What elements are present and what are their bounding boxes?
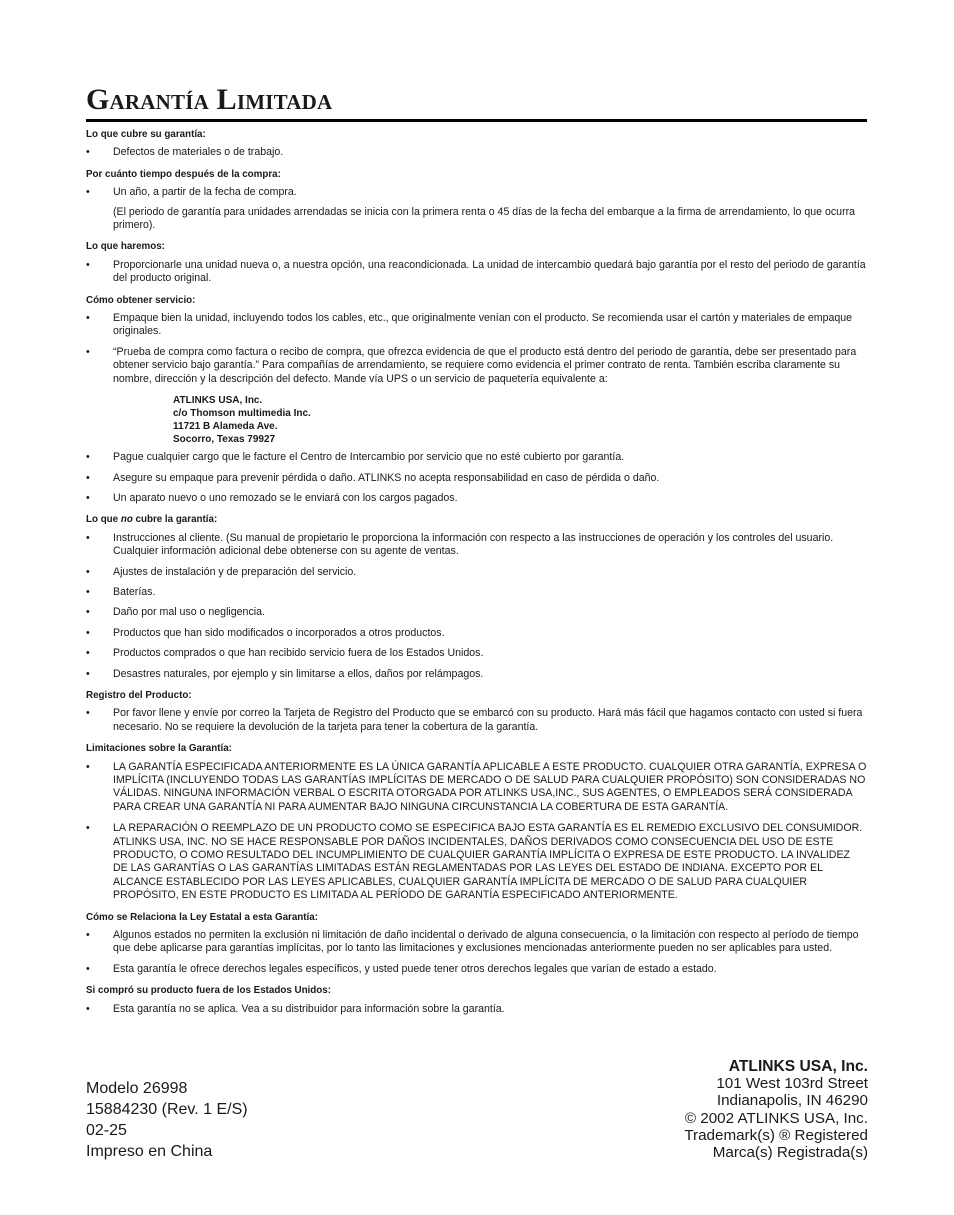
list-item: • LA GARANTÍA ESPECIFICADA ANTERIORMENTE ES LA ÚNICA GARANTÍA APLICABLE A ESTE PRODUCTO. CUALQUIER OTRA GARANTÍA, EXPRESA O IMPLÍCITA (INCLUYENDO TODAS LAS GARANTÍAS IMPLÍCITAS DE MERCADO O DE SALUD PARA CUALQUIER PROPÓSITO) SON CONSIDERADAS NO VÁLIDAS. NINGUNA INFORMACIÓN VERBAL O ESCRITA OTORGADA POR ATLINKS USA,INC., SUS AGENTES, O EMPLEADOS SERÁ CONSIDERADA PARA CREAR UNA GARANTÍA NI PARA AUMENTAR BAJO NINGUNA CIRCUNSTANCIA LA COBERTURA DE ESTA GARANTÍA. xyxy=(86,760,867,813)
bullet-icon: • xyxy=(86,258,90,271)
section-state-law xyxy=(86,909,867,977)
list-item: • Por favor llene y envíe por correo la Tarjeta de Registro del Producto que se embarcó con su producto. Hará más fácil que hagamos contacto con usted si fuera necesario. No se requiere la devolución de la tarjeta para tener la cobertura de la garantía. xyxy=(86,707,863,733)
company-name: ATLINKS USA, Inc. xyxy=(728,1058,868,1075)
printed-in: Impreso en China xyxy=(86,1143,213,1160)
company-address-line: Indianapolis, IN 46290 xyxy=(716,1092,868,1110)
bullet-icon: • xyxy=(86,667,90,680)
section-registration xyxy=(86,687,867,734)
section-heading: Lo que no cubre la garantía: xyxy=(86,514,218,526)
section-duration xyxy=(86,166,867,233)
section-outside-us xyxy=(86,982,867,1016)
bullet-icon: • xyxy=(86,585,90,598)
list-item: • Ajustes de instalación y de preparación del servicio. xyxy=(86,565,357,578)
bullet-icon: • xyxy=(86,626,90,639)
bullet-icon: • xyxy=(86,962,90,975)
lease-note: (El periodo de garantía para unidades arrendadas se inicia con la primera renta o 45 días de la fecha del embarque a la firma de arrendamiento, lo que ocurra primero). xyxy=(113,205,856,232)
section-heading: Cómo obtener servicio: xyxy=(86,294,196,306)
bullet-icon: • xyxy=(86,451,90,464)
section-heading: Si compró su producto fuera de los Estados Unidos: xyxy=(86,985,331,997)
section-heading: Cómo se Relaciona la Ley Estatal a esta Garantía: xyxy=(86,911,318,923)
list-item: • Asegure su empaque para prevenir pérdida o daño. ATLINKS no acepta responsabilidad en caso de pérdida o daño. xyxy=(86,471,660,484)
shipping-address: ATLINKS USA, Inc. c/o Thomson multimedia Inc. 11721 B Alameda Ave. Socorro, Texas 79927 xyxy=(173,395,311,446)
bullet-icon: • xyxy=(86,491,90,504)
list-item: • Empaque bien la unidad, incluyendo todos los cables, etc., que originalmente venían con el producto. Se recomienda usar el cartón y materiales de empaque originales. xyxy=(86,312,853,338)
section-heading: Lo que haremos: xyxy=(86,241,165,253)
trademark-line: Trademark(s) ® Registered xyxy=(684,1126,868,1144)
list-item: • Un aparato nuevo o uno remozado se le enviará con los cargos pagados. xyxy=(86,491,458,504)
part-number: 15884230 (Rev. 1 E/S) xyxy=(86,1101,248,1118)
company-address-line: 101 West 103rd Street xyxy=(716,1075,868,1093)
list-item: • Algunos estados no permiten la exclusión ni limitación de daño incidental o derivado de alguna consecuencia, o la limitación con respecto al período de tiempo que debe aplicarse para garantías implícitas, por lo tanto las limitaciones y exclusiones mencionadas anteriormente pueden no ser aplicables para usted. xyxy=(86,929,859,955)
warranty-body xyxy=(86,128,867,1016)
bullet-icon: • xyxy=(86,647,90,660)
bullet-icon: • xyxy=(86,760,90,773)
title-rule xyxy=(86,119,867,122)
bullet-icon: • xyxy=(86,312,90,325)
section-coverage xyxy=(86,128,867,160)
section-heading: Registro del Producto: xyxy=(86,689,192,701)
model-number: Modelo 26998 xyxy=(86,1080,188,1097)
bullet-icon: • xyxy=(86,606,90,619)
bullet-icon: • xyxy=(86,471,90,484)
list-item: • Defectos de materiales o de trabajo. xyxy=(86,146,284,159)
list-item: • LA REPARACIÓN O REEMPLAZO DE UN PRODUCTO COMO SE ESPECIFICA BAJO ESTA GARANTÍA ES EL REMEDIO EXCLUSIVO DEL CONSUMIDOR. ATLINKS USA, INC. NO SE HACE RESPONSABLE POR DAÑOS INCIDENTALES, DAÑOS DERIVADOS COMO CONSECUENCIA DEL USO DE ESTE PRODUCTO, O COMO RESULTADO DEL INCUMPLIMIENTO DE CUALQUIER GARANTÍA IMPLÍCITA O EXPRESA DE ESTE PRODUCTO. LA INVALIDEZ DE LAS GARANTÍAS O LAS GARANTÍAS LIMITADAS ESTÁN REGLAMENTADAS POR LAS LEYES DEL ESTADO DE INDIANA. EXCEPTO POR EL ALCANCE ESTABLECIDO POR LAS LEYES APLICABLES, CUALQUIER GARANTÍA IMPLÍCITA DE MERCADO O DE SALUD PARA CUALQUIER PROPÓSITO, EN ESTE PRODUCTO ES LIMITADA AL PERÍODO DE GARANTÍA ESPECIFICADO ANTERIORMENTE. xyxy=(86,822,863,902)
list-item: • Baterías. xyxy=(86,585,156,598)
section-heading: Lo que cubre su garantía: xyxy=(86,129,206,140)
bullet-icon: • xyxy=(86,929,90,942)
print-date: 02-25 xyxy=(86,1122,127,1139)
list-item: • Esta garantía no se aplica. Vea a su distribuidor para información sobre la garantía. xyxy=(86,1002,505,1015)
section-not-covered xyxy=(86,511,867,681)
list-item: • Desastres naturales, por ejemplo y sin limitarse a ellos, daños por relámpagos. xyxy=(86,667,484,680)
bullet-icon: • xyxy=(86,822,90,835)
section-service xyxy=(86,292,867,506)
bullet-icon: • xyxy=(86,1002,90,1015)
section-what-we-do xyxy=(86,238,867,285)
bullet-icon: • xyxy=(86,146,90,159)
bullet-icon: • xyxy=(86,707,90,720)
list-item: • Un año, a partir de la fecha de compra. xyxy=(86,186,297,199)
list-item: • Daño por mal uso o negligencia. xyxy=(86,606,265,619)
page-title: Garantía Limitada xyxy=(86,83,333,116)
bullet-icon: • xyxy=(86,345,90,358)
section-heading: Por cuánto tiempo después de la compra: xyxy=(86,168,281,180)
list-item: • Productos comprados o que han recibido servicio fuera de los Estados Unidos. xyxy=(86,647,484,660)
bullet-icon: • xyxy=(86,565,90,578)
model-info xyxy=(86,1078,248,1162)
list-item: • Esta garantía le ofrece derechos legales específicos, y usted puede tener otros derechos legales que varían de estado a estado. xyxy=(86,962,717,975)
list-item: • Instrucciones al cliente. (Su manual de propietario le proporciona la información con respecto a las instrucciones de operación y los controles del usuario. Cualquier información adicional debe obtenerse con su agente de ventas. xyxy=(86,531,834,558)
copyright-line: © 2002 ATLINKS USA, Inc. xyxy=(684,1109,868,1127)
bullet-icon: • xyxy=(86,531,90,544)
list-item: • “Prueba de compra como factura o recibo de compra, que ofrezca evidencia de que el producto está dentro del periodo de garantía, debe ser presentado para obtener servicio bajo garantía.” Para compañías de arrendamiento, se requiere como evidencia el primer contrato de renta. También escriba claramente su nombre, dirección y la descripción del defecto. Mande vía UPS o un servicio de paquetería equivalente a: xyxy=(86,345,857,385)
list-item: • Productos que han sido modificados o incorporados a otros productos. xyxy=(86,626,445,639)
bullet-icon: • xyxy=(86,186,90,199)
list-item: • Proporcionarle una unidad nueva o, a nuestra opción, una reacondicionada. La unidad de intercambio quedará bajo garantía por el resto del periodo de garantía del producto original. xyxy=(86,258,866,285)
list-item: • Pague cualquier cargo que le facture el Centro de Intercambio por servicio que no esté cubierto por garantía. xyxy=(86,451,625,464)
company-info xyxy=(684,1058,868,1161)
trademark-line: Marca(s) Registrada(s) xyxy=(712,1144,868,1162)
section-heading: Limitaciones sobre la Garantía: xyxy=(86,743,232,755)
section-limitations xyxy=(86,740,867,902)
